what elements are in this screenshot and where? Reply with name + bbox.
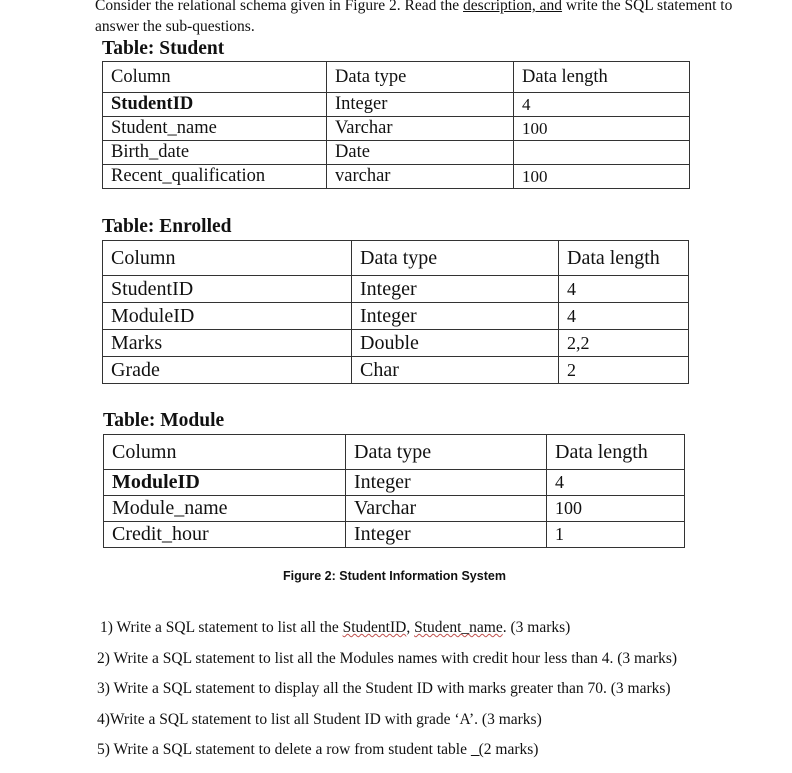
table-row — [103, 93, 690, 117]
table-row — [103, 357, 689, 384]
cell-type: Integer — [346, 522, 547, 548]
cell-type: Varchar — [346, 496, 547, 522]
cell-type: Char — [352, 357, 559, 384]
header-data-length: Data length — [514, 62, 690, 93]
cell-type: Double — [352, 330, 559, 357]
header-column: Column — [103, 241, 352, 276]
question-1 — [100, 619, 570, 637]
enrolled-table — [102, 240, 689, 384]
q1-pre: 1) Write a SQL statement to list all the — [100, 619, 343, 636]
header-data-length: Data length — [559, 241, 689, 276]
cell-length: 1 — [547, 522, 685, 548]
cell-column: StudentID — [103, 276, 352, 303]
header-data-type: Data type — [327, 62, 514, 93]
table-row — [104, 522, 685, 548]
question-2: 2) Write a SQL statement to list all the Modules names with credit hour less than 4. (3 marks) — [97, 650, 678, 667]
q1-student-name: Student_name — [414, 619, 503, 636]
cell-type: Integer — [352, 303, 559, 330]
cell-column: Module_name — [104, 496, 346, 522]
q5-post: 2 marks) — [483, 741, 539, 758]
cell-type: Integer — [327, 93, 514, 117]
header-data-type: Data type — [346, 435, 547, 470]
cell-column: Grade — [103, 357, 352, 384]
cell-column: Birth_date — [103, 141, 327, 165]
table-row — [103, 117, 690, 141]
cell-column: Marks — [103, 330, 352, 357]
header-data-type: Data type — [352, 241, 559, 276]
table-header-row — [103, 62, 690, 93]
instructions — [95, 0, 775, 37]
header-column: Column — [104, 435, 346, 470]
table-row — [103, 276, 689, 303]
cell-length: 100 — [514, 165, 690, 189]
question-5 — [97, 741, 538, 759]
cell-length: 4 — [559, 303, 689, 330]
cell-length: 4 — [559, 276, 689, 303]
cell-length: 100 — [514, 117, 690, 141]
cell-type: varchar — [327, 165, 514, 189]
module-table — [103, 434, 685, 548]
q5-underlined: ( — [470, 741, 484, 758]
question-4: 4)Write a SQL statement to list all Student ID with grade ‘A’. (3 marks) — [97, 711, 542, 728]
table-row — [104, 470, 685, 496]
cell-length: 4 — [514, 93, 690, 117]
q1-post: . (3 marks) — [502, 619, 571, 636]
cell-type: Date — [327, 141, 514, 165]
table-header-row — [103, 241, 689, 276]
cell-length: 100 — [547, 496, 685, 522]
header-column: Column — [103, 62, 327, 93]
module-table-title: Table: Module — [103, 410, 225, 431]
intro-text-2: write the SQL statement to answer the sub-questions. — [95, 0, 733, 35]
table-row — [103, 330, 689, 357]
cell-length: 4 — [547, 470, 685, 496]
student-table — [102, 61, 690, 189]
cell-type: Varchar — [327, 117, 514, 141]
header-data-length: Data length — [547, 435, 685, 470]
cell-length: 2 — [559, 357, 689, 384]
intro-text-1: Consider the relational schema given in Figure 2. Read the — [95, 0, 464, 14]
table-header-row — [104, 435, 685, 470]
cell-length — [514, 141, 690, 165]
figure-caption: Figure 2: Student Information System — [283, 569, 506, 583]
cell-column: ModuleID — [104, 470, 346, 496]
cell-type: Integer — [352, 276, 559, 303]
intro-underlined-text: description, and — [463, 0, 563, 14]
q1-studentid: StudentID — [342, 619, 407, 636]
cell-column: Recent_qualification — [103, 165, 327, 189]
cell-length: 2,2 — [559, 330, 689, 357]
table-row — [104, 496, 685, 522]
table-row — [103, 141, 690, 165]
question-3: 3) Write a SQL statement to display all the Student ID with marks greater than 70. (3 marks) — [97, 680, 671, 697]
table-row — [103, 165, 690, 189]
enrolled-table-title: Table: Enrolled — [102, 216, 232, 237]
cell-column: Credit_hour — [104, 522, 346, 548]
cell-type: Integer — [346, 470, 547, 496]
cell-column: StudentID — [103, 93, 327, 117]
table-row — [103, 303, 689, 330]
cell-column: ModuleID — [103, 303, 352, 330]
q1-mid: , — [406, 619, 415, 636]
cell-column: Student_name — [103, 117, 327, 141]
q5-pre: 5) Write a SQL statement to delete a row from student table — [97, 741, 471, 758]
student-table-title: Table: Student — [102, 38, 225, 59]
